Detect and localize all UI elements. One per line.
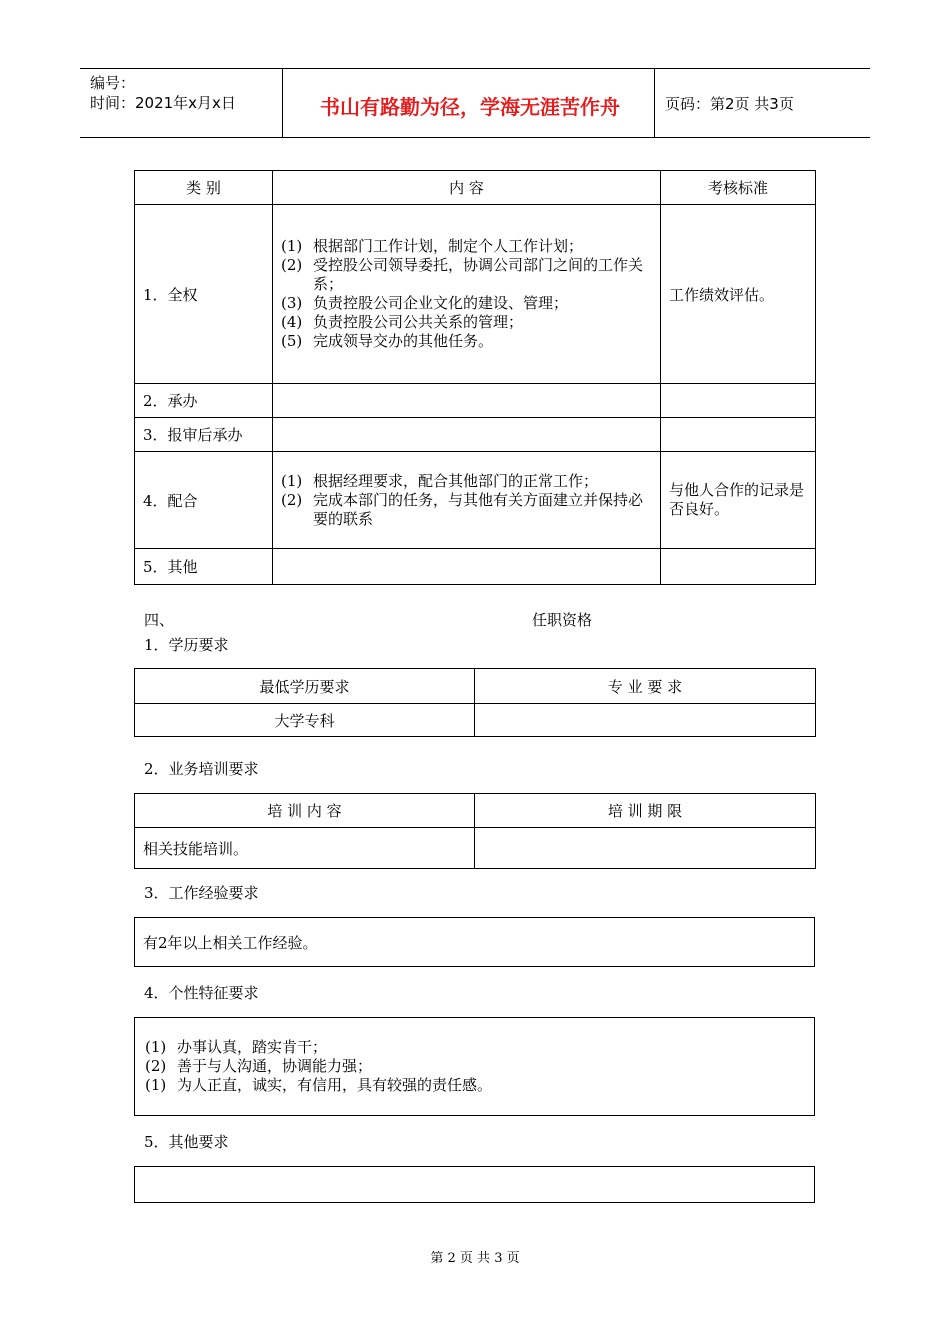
other-table — [134, 1166, 815, 1203]
list-item: (2) 善于与人沟通，协调能力强； — [145, 1057, 373, 1075]
table-row — [135, 1018, 815, 1116]
column-header-standard: 考核标准 — [661, 171, 816, 205]
table-row — [135, 549, 816, 585]
table-row — [135, 452, 816, 549]
column-header-category: 类 别 — [135, 171, 273, 205]
content-list — [281, 237, 652, 351]
table-header-row — [135, 669, 816, 704]
list-item: (1) 根据部门工作计划，制定个人工作计划； — [281, 237, 584, 255]
list-item: (2) 受控股公司领导委托，协调公司部门之间的工作关系； — [281, 256, 644, 293]
row-standard: 工作绩效评估。 — [661, 205, 816, 384]
row-category: 2．承办 — [135, 384, 273, 418]
page-header — [80, 68, 870, 138]
table-header-row — [135, 794, 816, 828]
training-content-value: 相关技能培训。 — [135, 828, 475, 869]
column-header-training-period: 培 训 期 限 — [475, 794, 816, 828]
row-content — [273, 205, 661, 384]
header-meta — [90, 73, 236, 113]
personality-list — [143, 1038, 806, 1095]
duty-table-header — [135, 171, 816, 205]
row-content — [273, 452, 661, 549]
row-category: 5．其他 — [135, 549, 273, 585]
training-title: 2．业务培训要求 — [144, 760, 259, 778]
document-number-label: 编号： — [90, 74, 136, 92]
experience-value: 有2年以上相关工作经验。 — [135, 918, 815, 967]
personality-table — [134, 1017, 815, 1116]
list-item: (2) 完成本部门的任务，与其他有关方面建立并保持必要的联系 — [281, 490, 644, 528]
table-row — [135, 828, 816, 869]
list-item: (1) 办事认真，踏实肯干； — [145, 1038, 328, 1056]
other-value — [135, 1167, 815, 1203]
section-number: 四、 — [144, 611, 175, 629]
header-motto: 书山有路勤为径，学海无涯苦作舟 — [320, 95, 620, 119]
content-list — [281, 472, 652, 529]
header-page-label: 页码：第2页 共3页 — [665, 95, 794, 113]
training-period-value — [475, 828, 816, 869]
document-time-label: 时间：2021年x月x日 — [90, 94, 236, 112]
major-value — [475, 704, 816, 737]
table-row — [135, 704, 816, 737]
education-table — [134, 668, 816, 737]
section-title: 任职资格 — [532, 611, 593, 629]
table-row — [135, 418, 816, 452]
row-category: 3．报审后承办 — [135, 418, 273, 452]
column-header-min-education: 最低学历要求 — [135, 669, 475, 704]
row-content — [273, 418, 661, 452]
list-item: (3) 负责控股公司企业文化的建设、管理； — [281, 294, 569, 312]
column-header-training-content: 培 训 内 容 — [135, 794, 475, 828]
list-item: (1) 为人正直，诚实，有信用，具有较强的责任感。 — [145, 1076, 493, 1094]
column-header-content: 内 容 — [273, 171, 661, 205]
header-divider — [282, 69, 283, 137]
other-title: 5．其他要求 — [144, 1133, 229, 1151]
table-row — [135, 1167, 815, 1203]
row-content — [273, 549, 661, 585]
row-content — [273, 384, 661, 418]
table-row — [135, 384, 816, 418]
education-value: 大学专科 — [135, 704, 475, 737]
row-standard — [661, 549, 816, 585]
list-item: (5) 完成领导交办的其他任务。 — [281, 332, 494, 350]
page-footer: 第 2 页 共 3 页 — [430, 1251, 520, 1266]
personality-title: 4．个性特征要求 — [144, 984, 259, 1002]
row-category: 1．全权 — [135, 205, 273, 384]
duty-table — [134, 170, 816, 585]
education-title: 1．学历要求 — [144, 636, 229, 654]
experience-table — [134, 917, 815, 967]
row-standard — [661, 384, 816, 418]
list-item: (1) 根据经理要求，配合其他部门的正常工作； — [281, 471, 599, 490]
table-row — [135, 205, 816, 384]
row-standard: 与他人合作的记录是否良好。 — [661, 452, 816, 549]
experience-title: 3．工作经验要求 — [144, 884, 259, 902]
row-category: 4．配合 — [135, 452, 273, 549]
training-table — [134, 793, 816, 869]
column-header-major: 专 业 要 求 — [475, 669, 816, 704]
row-standard — [661, 418, 816, 452]
table-row — [135, 918, 815, 967]
list-item: (4) 负责控股公司公共关系的管理； — [281, 313, 524, 331]
personality-cell — [135, 1018, 815, 1116]
